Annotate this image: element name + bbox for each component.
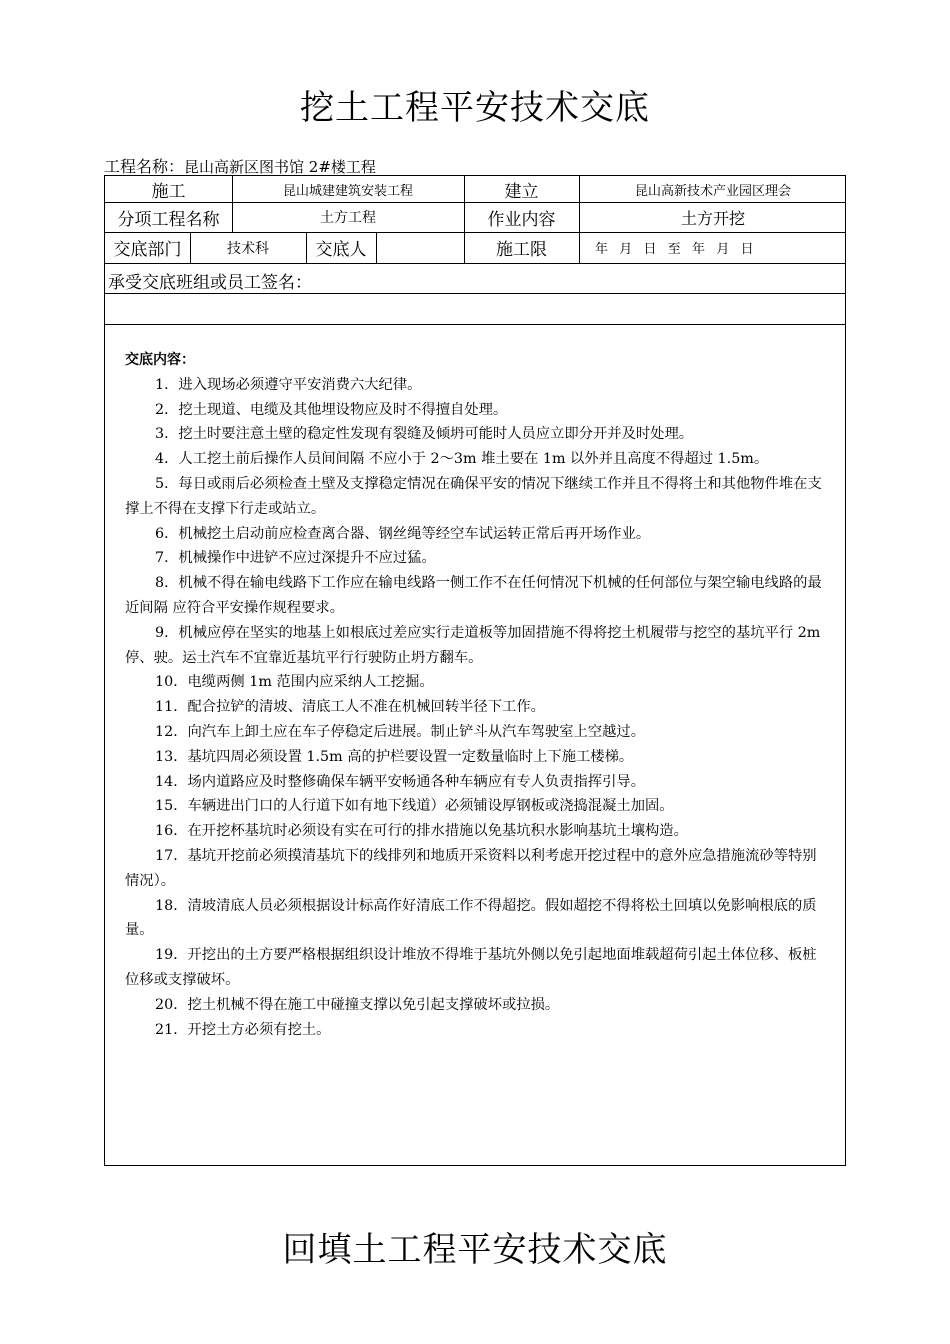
list-item: 7．机械操作中进铲不应过深提升不应过猛。 — [155, 550, 436, 567]
period-value: 年 月 日 至 年 月 日 — [595, 242, 755, 257]
project-name-line — [104, 154, 376, 177]
work-content-value: 土方开挖 — [680, 208, 745, 228]
work-content-label: 作业内容 — [487, 209, 556, 230]
list-item: 2．挖土现道、电缆及其他埋设物应及时不得擅自处理。 — [155, 401, 508, 418]
list-item: 1．进入现场必须遵守平安消费六大纪律。 — [155, 376, 422, 393]
discloser-value — [376, 232, 464, 263]
subproject-label: 分项工程名称 — [117, 209, 220, 230]
dept-label: 交底部门 — [113, 240, 182, 260]
list-item: 8．机械不得在输电线路下工作应在输电线路一侧工作不在任何情况下机械的任何部位与架空输电线路的最近间隔 应符合平安操作规程要求。 — [125, 575, 822, 616]
list-item: 3．挖土时要注意土壁的稳定性发现有裂缝及倾坍可能时人员应立即分开并及时处理。 — [155, 426, 694, 443]
period-label: 施工限 — [496, 240, 547, 260]
list-item: 6．机械挖土启动前应检查离合器、钢丝绳等经空车试运转正常后再开场作业。 — [155, 525, 651, 542]
list-item: 4．人工挖土前后操作人员间间隔 不应小于 2～3m 堆土要在 1m 以外并且高度不得超过 1.5m。 — [155, 451, 769, 468]
list-item: 18．清坡清底人员必须根据设计标高作好清底工作不得超挖。假如超挖不得将松土回填以免影响根底的质量。 — [125, 897, 817, 939]
list-item: 16．在开挖杯基坑时必须设有实在可行的排水措施以免基坑积水影响基坑土壤构造。 — [155, 823, 688, 840]
list-item: 21．开挖土方必须有挖土。 — [155, 1021, 331, 1038]
row-divider — [105, 263, 845, 264]
list-item: 11．配合拉铲的清坡、清底工人不准在机械回转半径下工作。 — [155, 699, 545, 716]
project-name-value: 昆山高新区图书馆 2#楼工程 — [184, 158, 376, 176]
builder-value: 昆山高新技术产业园区理会 — [634, 183, 791, 199]
signature-label: 承受交底班组或员工签名： — [108, 272, 312, 293]
disclosure-content — [125, 348, 829, 1042]
list-item: 15．车辆进出门口的人行道下如有地下线道）必须铺设厚钢板或浇捣混凝土加固。 — [155, 798, 674, 815]
list-item: 9．机械应停在坚实的地基上如根底过差应实行走道板等加固措施不得将挖土机履带与挖空的基坑平行 2m 停、驶。运土汽车不宜靠近基坑平行行驶防止坍方翻车。 — [125, 624, 821, 666]
page-title: 挖土工程平安技术交底 — [300, 88, 650, 128]
row-divider — [105, 324, 845, 325]
list-item: 14．场内道路应及时整修确保车辆平安畅通各种车辆应有专人负责指挥引导。 — [155, 773, 645, 790]
discloser-label: 交底人 — [315, 240, 367, 260]
dept-value: 技术科 — [227, 240, 269, 257]
project-name-label: 工程名称： — [104, 157, 185, 176]
list-item: 17．基坑开挖前必须摸清基坑下的线排列和地质开采资料以利考虑开挖过程中的意外应急措施流砂等特别情况）。 — [125, 847, 817, 889]
builder-label: 建立 — [504, 181, 539, 202]
list-item: 20．挖土机械不得在施工中碰撞支撑以免引起支撑破坏或拉损。 — [155, 996, 560, 1013]
next-section-title: 回填土工程平安技术交底 — [282, 1230, 668, 1270]
disclosure-form — [104, 175, 846, 1166]
list-item: 5．每日或雨后必须检查土壁及支撑稳定情况在确保平安的情况下继续工作并且不得将土和其他物件堆在支撑上不得在支撑下行走或站立。 — [125, 475, 822, 517]
content-heading: 交底内容： — [125, 352, 195, 368]
list-item: 19．开挖出的土方要严格根据组织设计堆放不得堆于基坑外侧以免引起地面堆载超荷引起土体位移、板桩位移或支撑破坏。 — [125, 947, 817, 988]
subproject-value: 土方工程 — [320, 210, 376, 226]
list-item: 10．电缆两侧 1m 范围内应采纳人工挖掘。 — [155, 674, 434, 691]
list-item: 13．基坑四周必须设置 1.5m 高的护栏要设置一定数量临时上下施工楼梯。 — [155, 748, 634, 765]
list-item: 12．向汽车上卸土应在车子停稳定后进展。制止铲斗从汽车驾驶室上空越过。 — [155, 723, 645, 740]
construction-value: 昆山城建建筑安装工程 — [282, 183, 413, 199]
construction-label: 施工 — [151, 181, 186, 202]
